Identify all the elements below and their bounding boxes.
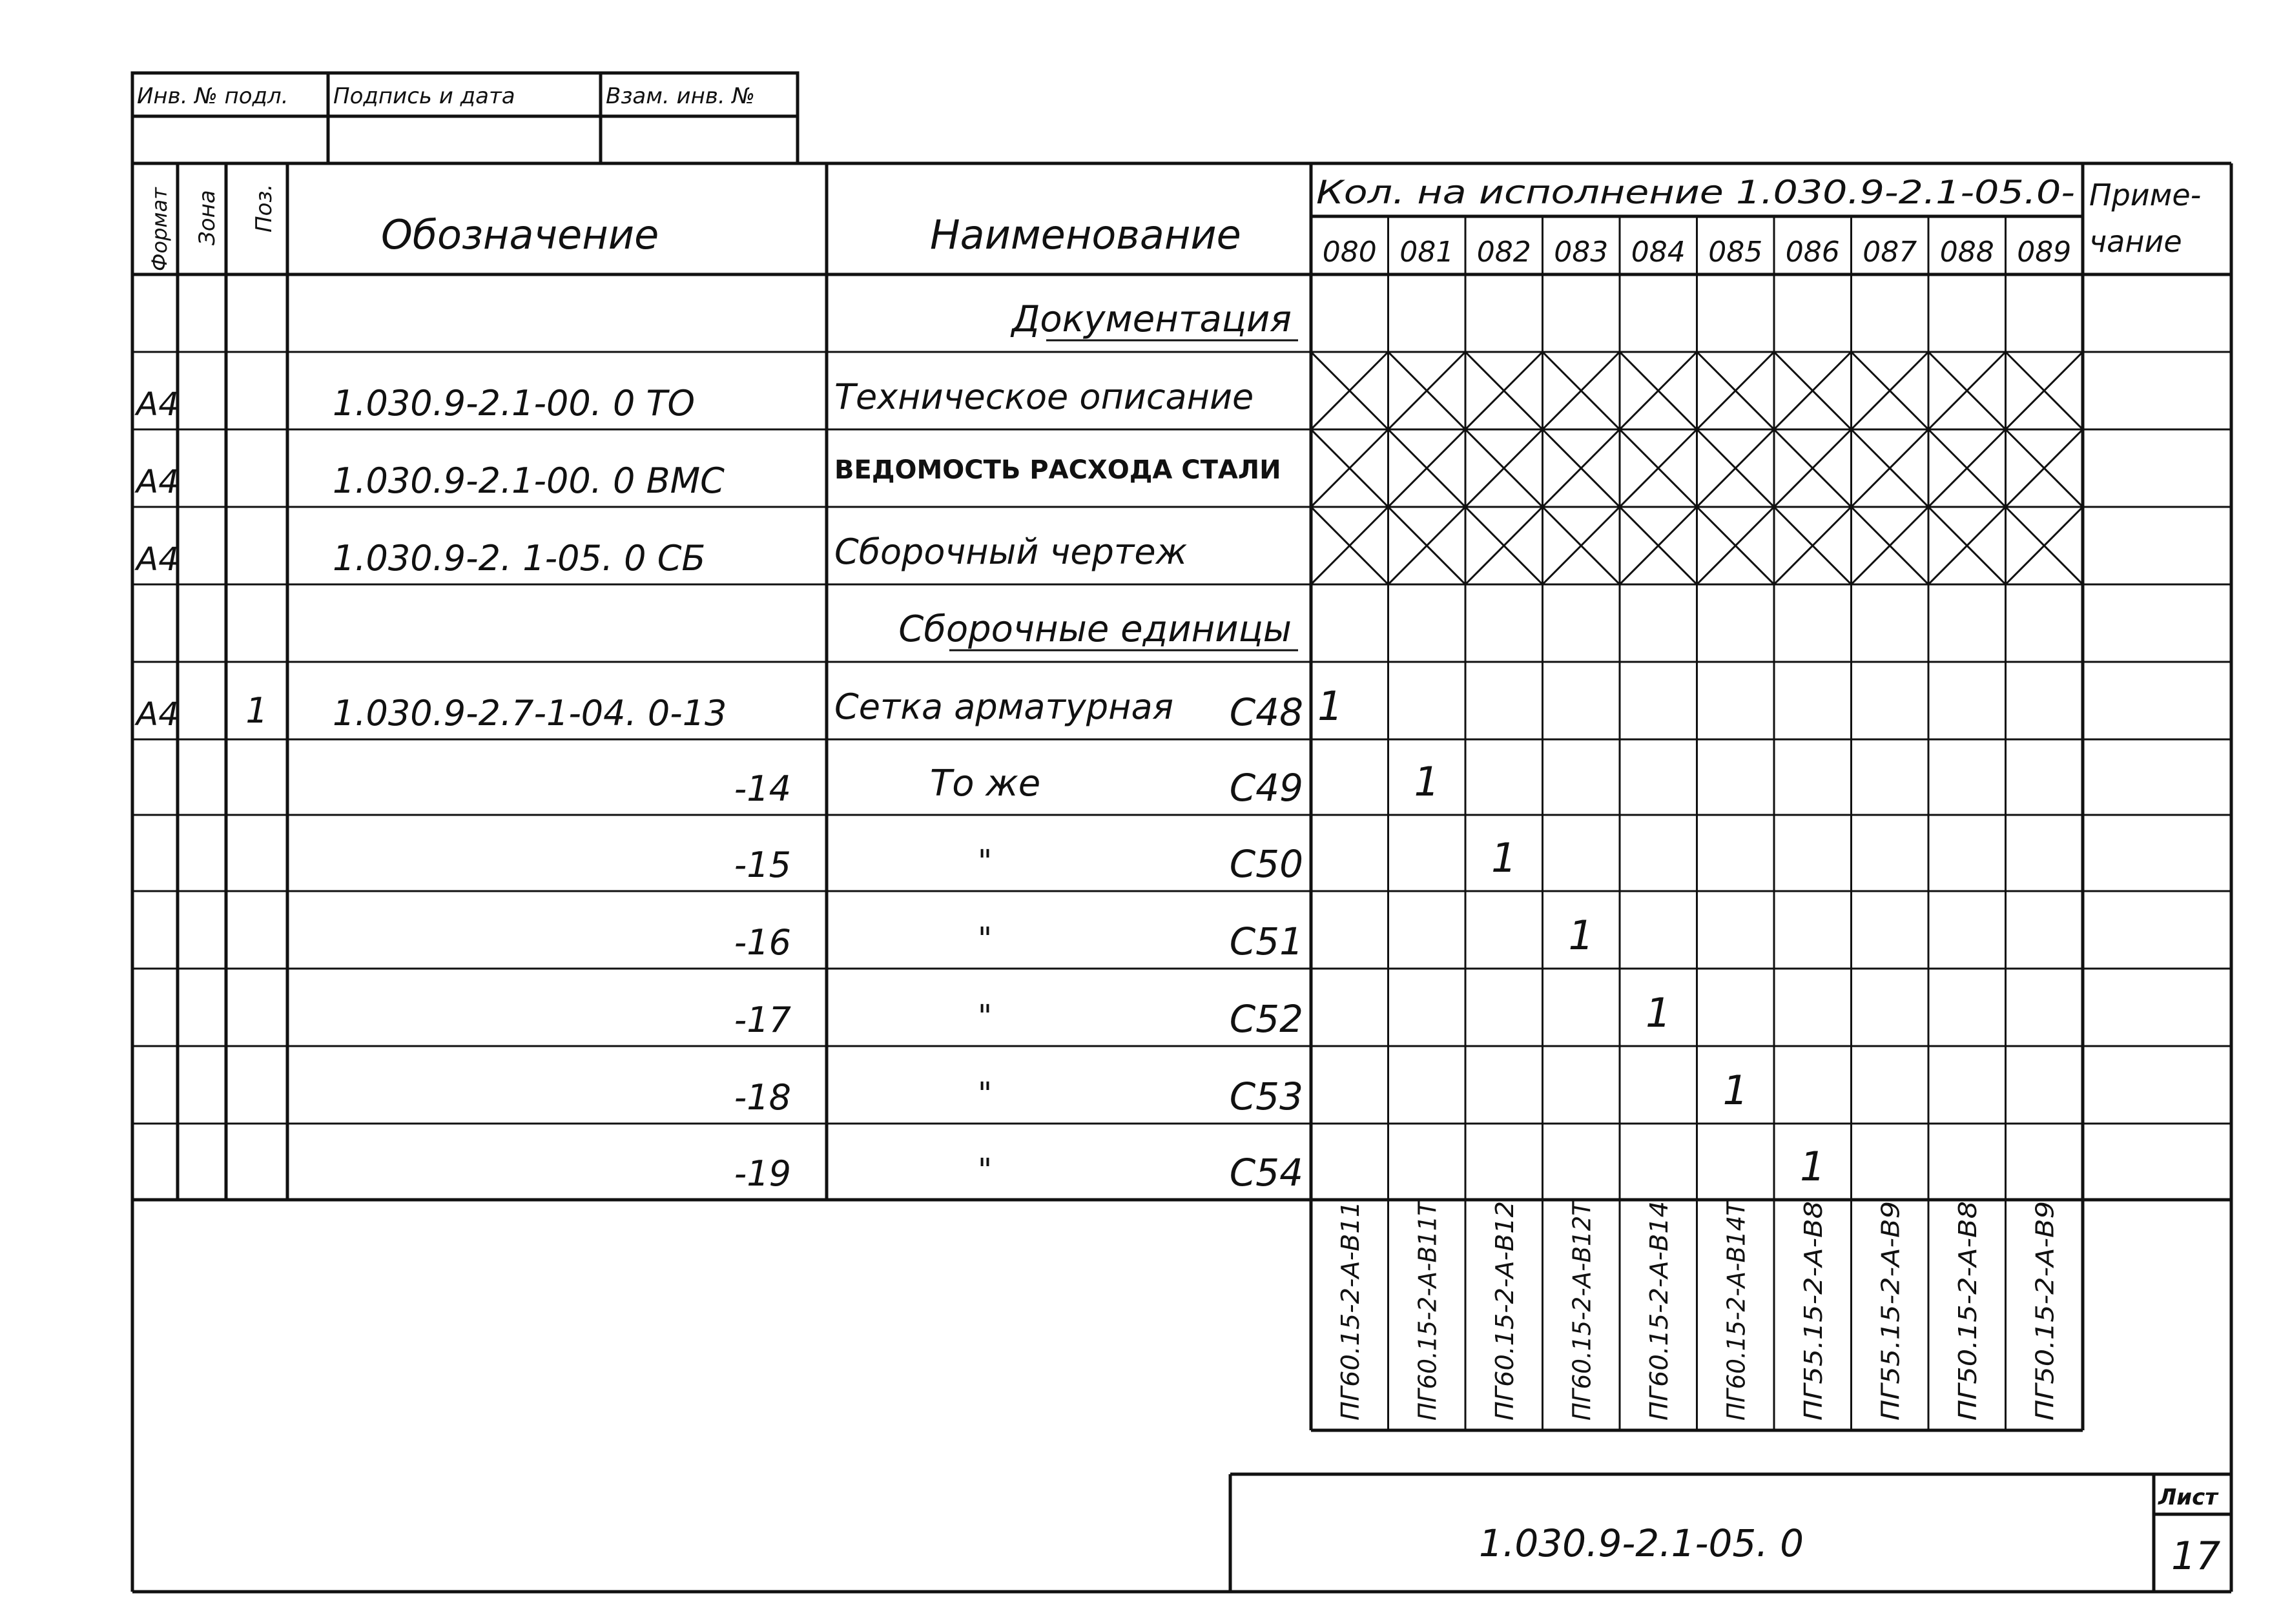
approval-stamp	[132, 73, 798, 163]
variant-mark-label: ПГ60.15-2-А-В11	[1336, 1211, 1365, 1421]
row-mark: С49	[1229, 766, 1303, 810]
variant-header-080: 080	[1322, 236, 1377, 269]
spec-row	[734, 989, 1671, 1041]
header-qty-title: Кол. на исполнение 1.030.9-2.1-05.0-	[1316, 174, 2075, 211]
variant-header-087: 087	[1863, 236, 1917, 269]
spec-table-header	[147, 174, 2201, 271]
spec-row	[734, 834, 1517, 886]
variant-header-083: 083	[1554, 236, 1609, 269]
row-designation: 1.030.9-2. 1-05. 0 СБ	[333, 538, 706, 579]
variant-mark-label: ПГ60.15-2-А-В14Т	[1722, 1196, 1751, 1421]
variant-mark-label: ПГ55.15-2-А-В8	[1799, 1226, 1828, 1421]
qty-value: 1	[1646, 989, 1671, 1036]
row-name: ВЕДОМОСТЬ РАСХОДА СТАЛИ	[834, 455, 1281, 485]
section-heading: Документация	[1011, 298, 1292, 340]
stamp-signature-label: Подпись и дата	[333, 83, 515, 109]
row-position: 1	[245, 690, 268, 731]
row-mark: С51	[1229, 920, 1303, 963]
variant-header-088: 088	[1939, 236, 1994, 269]
row-mark: С54	[1229, 1151, 1303, 1195]
section-heading: Сборочные единицы	[898, 608, 1292, 650]
header-designation: Обозначение	[381, 211, 659, 258]
row-designation: -18	[734, 1077, 791, 1118]
variant-mark-label: ПГ60.15-2-А-В14	[1644, 1211, 1673, 1421]
row-name-ditto: "	[977, 1152, 993, 1188]
header-zone: Зона	[194, 190, 220, 245]
row-designation: -17	[734, 1000, 791, 1040]
row-designation: -19	[734, 1153, 791, 1194]
row-name-ditto: "	[977, 921, 993, 957]
row-format: А4	[136, 463, 180, 500]
row-designation: -15	[734, 845, 791, 885]
header-name: Наименование	[930, 211, 1241, 258]
document-designation: 1.030.9-2.1-05. 0	[1479, 1521, 1804, 1565]
row-name: Сборочный чертеж	[834, 531, 1188, 572]
row-designation: 1.030.9-2.7-1-04. 0-13	[333, 693, 727, 734]
row-format: А4	[136, 695, 180, 733]
qty-value: 1	[1414, 758, 1440, 805]
spec-table-body	[134, 298, 2083, 1195]
variant-header-085: 085	[1708, 236, 1763, 269]
variant-mark-label: ПГ60.15-2-А-В12Т	[1567, 1196, 1596, 1421]
row-name-ditto: "	[977, 1076, 993, 1112]
spec-row	[134, 352, 2083, 429]
row-name: Сетка арматурная	[834, 686, 1174, 727]
title-block	[1230, 1474, 2231, 1592]
row-format: А4	[136, 540, 180, 578]
spec-row	[898, 608, 1298, 650]
row-designation: 1.030.9-2.1-00. 0 ТО	[333, 383, 696, 424]
row-mark: С48	[1229, 690, 1303, 734]
row-designation: -16	[734, 922, 791, 963]
row-name-ditto: "	[977, 843, 993, 879]
stamp-replacement-label: Взам. инв. №	[606, 83, 755, 109]
spec-row	[734, 758, 1440, 810]
row-mark: С50	[1229, 842, 1303, 886]
row-name: То же	[930, 763, 1041, 805]
qty-value: 1	[1317, 683, 1343, 730]
variant-header-081: 081	[1399, 236, 1454, 269]
spec-row	[134, 507, 2083, 584]
row-name-ditto: "	[977, 998, 993, 1034]
qty-value: 1	[1568, 912, 1594, 959]
spec-row	[734, 1143, 1826, 1195]
qty-value: 1	[1800, 1143, 1826, 1190]
stamp-inventory-label: Инв. № подл.	[137, 83, 289, 109]
spec-table-grid	[132, 163, 2231, 1430]
variant-header-082: 082	[1476, 236, 1531, 269]
header-format: Формат	[147, 187, 172, 271]
row-designation: -14	[734, 768, 791, 809]
header-note-line1: Приме-	[2089, 178, 2202, 212]
row-designation: 1.030.9-2.1-00. 0 ВМС	[333, 460, 725, 501]
qty-value: 1	[1491, 834, 1517, 881]
variant-header-086: 086	[1785, 236, 1840, 269]
spec-row	[134, 429, 2083, 507]
row-format: А4	[136, 385, 180, 423]
sheet-number: 17	[2171, 1534, 2221, 1579]
header-position: Поз.	[251, 183, 277, 232]
variant-header-084: 084	[1631, 236, 1686, 269]
row-name: Техническое описание	[834, 376, 1254, 417]
variant-mark-label: ПГ60.15-2-А-В11Т	[1413, 1196, 1442, 1421]
header-note-line2: чание	[2089, 224, 2182, 259]
spec-row	[1010, 298, 1298, 340]
variant-mark-label: ПГ60.15-2-А-В12	[1490, 1211, 1519, 1421]
variant-mark-label: ПГ50.15-2-А-В8	[1953, 1226, 1982, 1421]
spec-row	[134, 683, 1343, 734]
row-mark: С53	[1229, 1074, 1303, 1118]
row-mark: С52	[1229, 997, 1303, 1041]
variant-header-089: 089	[2017, 236, 2072, 269]
variant-mark-label: ПГ55.15-2-А-В9	[1876, 1226, 1905, 1421]
spec-row	[734, 1067, 1748, 1118]
variant-mark-label: ПГ50.15-2-А-В9	[2030, 1226, 2059, 1421]
sheet-label: Лист	[2158, 1485, 2218, 1510]
qty-value: 1	[1722, 1067, 1748, 1114]
